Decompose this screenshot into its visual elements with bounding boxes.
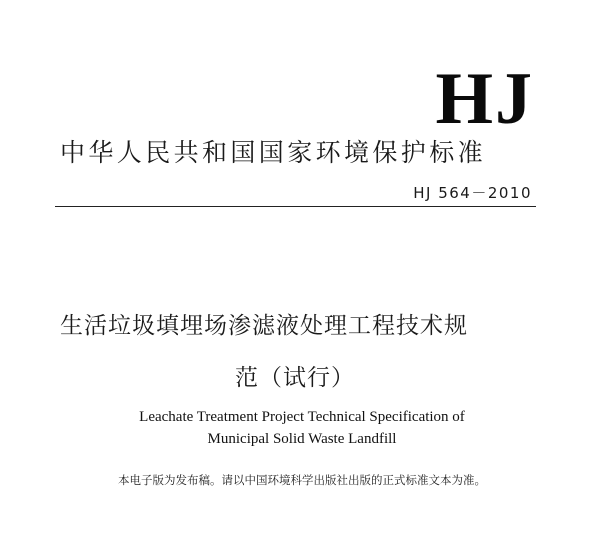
hj-logo: HJ — [435, 58, 534, 140]
edition-notice: 本电子版为发布稿。请以中国环境科学出版社出版的正式标准文本为准。 — [118, 473, 486, 487]
chinese-title-line-2: 范（试行） — [235, 365, 355, 391]
standard-number: HJ 564－2010 — [413, 184, 532, 202]
chinese-title-line-1: 生活垃圾填埋场渗滤液处理工程技术规 — [60, 313, 468, 339]
chinese-title — [60, 300, 540, 404]
header-divider — [55, 206, 536, 207]
english-title-line-2: Municipal Solid Waste Landfill — [207, 431, 397, 447]
issuing-organization: 中华人民共和国国家环境保护标准 — [60, 138, 487, 167]
english-title — [0, 406, 604, 450]
english-title-line-1: Leachate Treatment Project Technical Specification of — [139, 409, 465, 425]
